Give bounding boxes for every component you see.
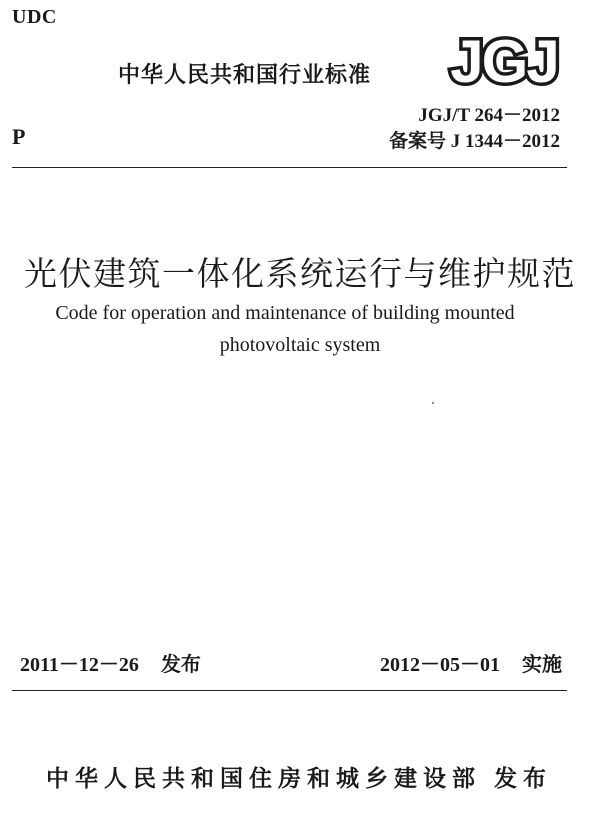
- title-chinese: 光伏建筑一体化系统运行与维护规范: [24, 257, 576, 293]
- issue-date: 2011－12－26: [20, 654, 139, 676]
- top-divider: [12, 167, 567, 168]
- publisher-action: 发布: [494, 766, 552, 792]
- record-number: 备案号 J 1344－2012: [388, 131, 560, 152]
- udc-label: UDC: [12, 6, 57, 28]
- bottom-divider: [12, 690, 567, 691]
- standard-number: JGJ/T 264－2012: [418, 105, 560, 126]
- title-english-line2: photovoltaic system: [219, 334, 381, 356]
- logo-text: JGJ: [450, 30, 558, 88]
- issue-date-block: [20, 648, 201, 677]
- classification-code: P: [12, 124, 26, 149]
- print-speck: [432, 402, 434, 404]
- implementation-date-block: [380, 648, 562, 677]
- title-english-line1: Code for operation and maintenance of building mounted: [55, 302, 515, 324]
- implementation-date: 2012－05－01: [380, 654, 500, 676]
- publisher-name: 中华人民共和国住房和城乡建设部: [46, 766, 481, 792]
- jgj-logo: [446, 30, 562, 88]
- industry-standard-label: 中华人民共和国行业标准: [118, 63, 372, 88]
- issue-label: 发布: [160, 652, 201, 676]
- implementation-label: 实施: [522, 652, 562, 676]
